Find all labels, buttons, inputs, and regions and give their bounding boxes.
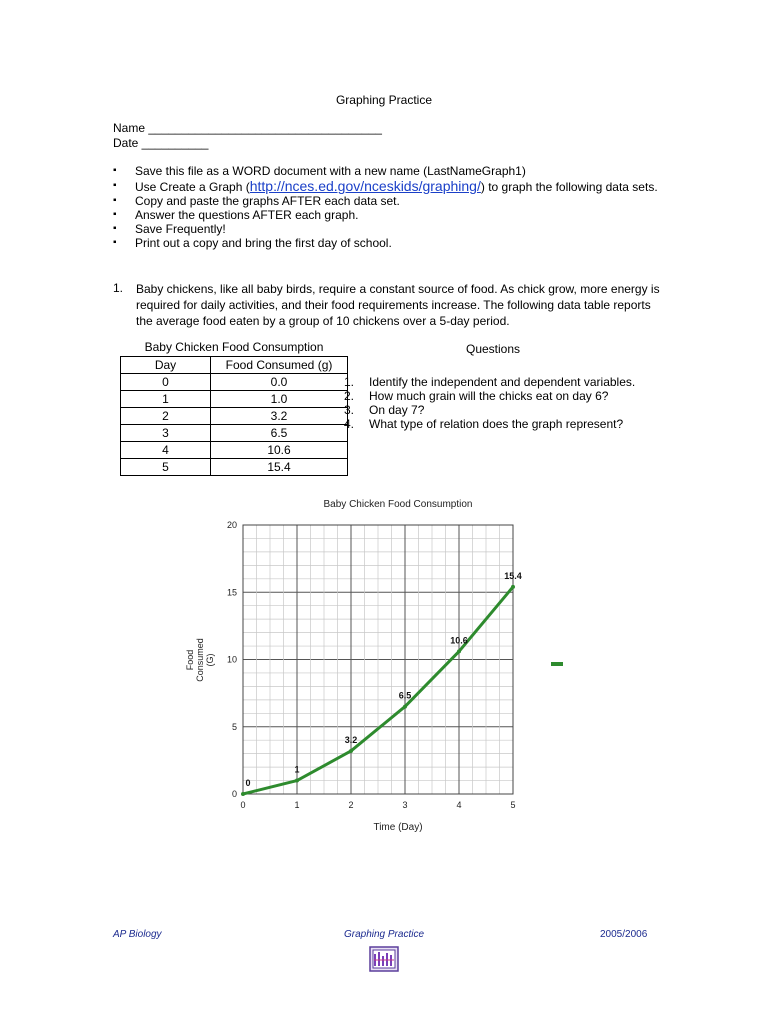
data-point	[349, 749, 353, 753]
table-cell: 3	[121, 425, 211, 442]
instructions-list	[113, 164, 673, 250]
data-table	[120, 356, 348, 476]
bullet-icon: ▪	[113, 223, 117, 234]
table-header-row	[121, 357, 348, 374]
instruction-item	[113, 194, 673, 208]
question-item	[344, 403, 654, 417]
problem-1	[113, 281, 661, 329]
data-label: 6.5	[398, 690, 412, 701]
green-dash-mark	[551, 662, 563, 666]
table-cell: 0	[121, 374, 211, 391]
bullet-icon: ▪	[113, 180, 117, 191]
line-chart	[170, 490, 560, 840]
table-caption: Baby Chicken Food Consumption	[144, 340, 324, 354]
instruction-text: Save this file as a WORD document with a new name (LastNameGraph1)	[135, 164, 526, 178]
y-axis-label-line: Consumed	[195, 638, 205, 682]
footer-left: AP Biology	[113, 929, 162, 940]
footer-right: 2005/2006	[600, 929, 648, 940]
bullet-icon: ▪	[113, 237, 117, 248]
y-tick-label: 20	[226, 520, 237, 530]
table-cell: 15.4	[211, 459, 348, 476]
instruction-text: Use Create a Graph (	[135, 180, 250, 194]
data-label: 1	[294, 764, 300, 775]
bullet-icon: ▪	[113, 195, 117, 206]
x-tick-label: 2	[348, 800, 354, 810]
chart-data-labels	[245, 571, 521, 788]
problem-text: Baby chickens, like all baby birds, require a constant source of food. As chick grow, more energy is required for daily activities, and their food requirements increase. The following data table reports the average food eaten by a group of 10 chickens over a 5-day period.	[136, 282, 660, 328]
table-cell: 3.2	[211, 408, 348, 425]
footer-center: Graphing Practice	[343, 929, 425, 940]
question-number: 3.	[344, 403, 355, 417]
data-label: 15.4	[504, 570, 522, 581]
bullet-icon: ▪	[113, 165, 117, 176]
date-line: Date __________	[113, 136, 209, 150]
question-text: How much grain will the chicks eat on day 6?	[369, 389, 609, 403]
data-point	[241, 792, 245, 796]
instruction-item	[113, 208, 673, 222]
table-cell: 2	[121, 408, 211, 425]
instruction-text: Print out a copy and bring the first day of school.	[135, 236, 392, 250]
table-cell: 6.5	[211, 425, 348, 442]
questions-heading: Questions	[465, 342, 521, 356]
instruction-text: Save Frequently!	[135, 222, 226, 236]
question-number: 1.	[344, 375, 355, 389]
question-text: On day 7?	[369, 403, 425, 417]
question-number: 2.	[344, 389, 355, 403]
page-title: Graphing Practice	[335, 93, 433, 107]
footer-logo-icon	[369, 946, 399, 972]
instruction-item	[113, 164, 673, 178]
table-row	[121, 391, 348, 408]
x-tick-label: 5	[510, 800, 516, 810]
table-cell: 4	[121, 442, 211, 459]
column-header-day: Day	[121, 357, 211, 374]
create-a-graph-link[interactable]: http://nces.ed.gov/nceskids/graphing/	[249, 178, 481, 194]
question-item	[344, 417, 654, 431]
data-label: 3.2	[344, 734, 358, 745]
question-text: What type of relation does the graph represent?	[369, 417, 624, 431]
table-cell: 0.0	[211, 374, 348, 391]
y-axis-label	[185, 638, 215, 682]
chart-grid	[243, 525, 513, 794]
x-tick-label: 4	[456, 800, 462, 810]
table-row	[121, 408, 348, 425]
table-row	[121, 442, 348, 459]
table-row	[121, 459, 348, 476]
data-label: 10.6	[450, 635, 468, 646]
x-tick-label: 0	[240, 800, 246, 810]
instruction-text: Answer the questions AFTER each graph.	[135, 208, 359, 222]
problem-number: 1.	[113, 281, 124, 295]
y-tick-label: 15	[226, 587, 237, 598]
questions-list	[344, 375, 654, 431]
instruction-text: Copy and paste the graphs AFTER each data set.	[135, 194, 400, 208]
data-point	[403, 705, 407, 709]
bullet-icon: ▪	[113, 209, 117, 220]
instruction-item	[113, 236, 673, 250]
y-axis-label-line: (G)	[205, 653, 215, 667]
x-tick-label: 3	[402, 800, 408, 810]
question-item	[344, 389, 654, 403]
table-cell: 1.0	[211, 391, 348, 408]
y-tick-label: 0	[231, 789, 237, 799]
instruction-text: ) to graph the following data sets.	[480, 180, 658, 194]
question-number: 4.	[344, 417, 355, 431]
chart-title: Baby Chicken Food Consumption	[323, 499, 473, 510]
x-axis-label: Time (Day)	[373, 822, 423, 833]
y-tick-label: 5	[231, 721, 237, 732]
column-header-food: Food Consumed (g)	[211, 357, 348, 374]
data-point	[457, 649, 461, 653]
table-row	[121, 425, 348, 442]
table-cell: 10.6	[211, 442, 348, 459]
data-point	[511, 585, 515, 589]
table-row	[121, 374, 348, 391]
question-item	[344, 375, 654, 389]
data-point	[295, 779, 299, 783]
data-label: 0	[245, 778, 251, 788]
y-axis-label-line: Food	[185, 649, 195, 671]
name-line: Name ___________________________________	[113, 121, 382, 135]
instruction-item	[113, 222, 673, 236]
table-cell: 5	[121, 459, 211, 476]
x-tick-label: 1	[294, 800, 300, 810]
y-tick-label: 10	[226, 654, 237, 665]
table-cell: 1	[121, 391, 211, 408]
instruction-item	[113, 179, 673, 194]
question-text: Identify the independent and dependent variables.	[369, 375, 636, 389]
